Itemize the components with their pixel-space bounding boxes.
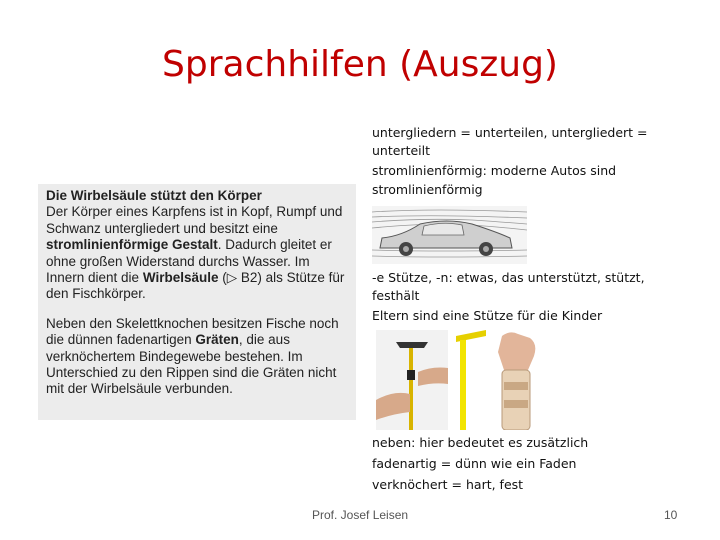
- text-run: (▷ B2) als Stütze für den Fischkörper.: [46, 270, 345, 302]
- vocab-line: Eltern sind eine Stütze für die Kinder: [372, 308, 603, 323]
- vocab-block-1: [372, 124, 648, 199]
- wrist-brace-image: [488, 330, 544, 430]
- vocab-line: festhält: [372, 288, 420, 303]
- text-run: Der Körper eines Karpfens ist in Kopf, Rumpf und Schwanz untergliedert und besitzt eine: [46, 204, 343, 236]
- textbook-excerpt: [38, 184, 356, 420]
- bold-term: stromlinienförmige Gestalt: [46, 237, 218, 253]
- slide-title: Sprachhilfen (Auszug): [162, 44, 558, 85]
- textbook-heading: Die Wirbelsäule stützt den Körper: [46, 188, 262, 203]
- vocab-line: fadenartig = dünn wie ein Faden: [372, 456, 577, 471]
- textbook-paragraph-2: [46, 316, 348, 398]
- vocab-line: unterteilt: [372, 143, 431, 158]
- textbook-paragraph-1: [46, 204, 348, 302]
- vocab-line: untergliedern = unterteilen, untergliedert =: [372, 125, 648, 140]
- page-number: 10: [664, 508, 678, 522]
- yellow-pole-image: [456, 330, 486, 430]
- vocab-line: neben: hier bedeutet es zusätzlich: [372, 435, 589, 450]
- text-run: Neben den Skelettknochen besitzen Fische noch die dünnen fadenartigen: [46, 315, 339, 348]
- vocab-line: verknöchert = hart, fest: [372, 477, 524, 492]
- vocab-line: stromlinienförmig: moderne Autos sind: [372, 163, 617, 178]
- car-wind-tunnel-image: [372, 206, 527, 264]
- vocab-block-2: [372, 269, 645, 327]
- vocab-line: stromlinienförmig: [372, 182, 483, 197]
- bold-term: Gräten: [195, 332, 239, 348]
- vocab-line: -e Stütze, -n: etwas, das unterstützt, stützt,: [372, 270, 645, 285]
- text-run: , die aus verknöchertem Bindegewebe bestehen. Im Unterschied zu den Rippen sind die Gräten nicht mit der Wirbelsäule verbunden.: [46, 332, 337, 397]
- vocab-block-3: [372, 432, 588, 495]
- footer-author: Prof. Josef Leisen: [312, 508, 409, 522]
- text-run: . Dadurch gleitet er ohne großen Widerstand durchs Wasser. Im Innern dient die: [46, 237, 332, 286]
- bold-term: Wirbelsäule: [142, 270, 219, 286]
- ceiling-prop-support-image: [376, 330, 448, 430]
